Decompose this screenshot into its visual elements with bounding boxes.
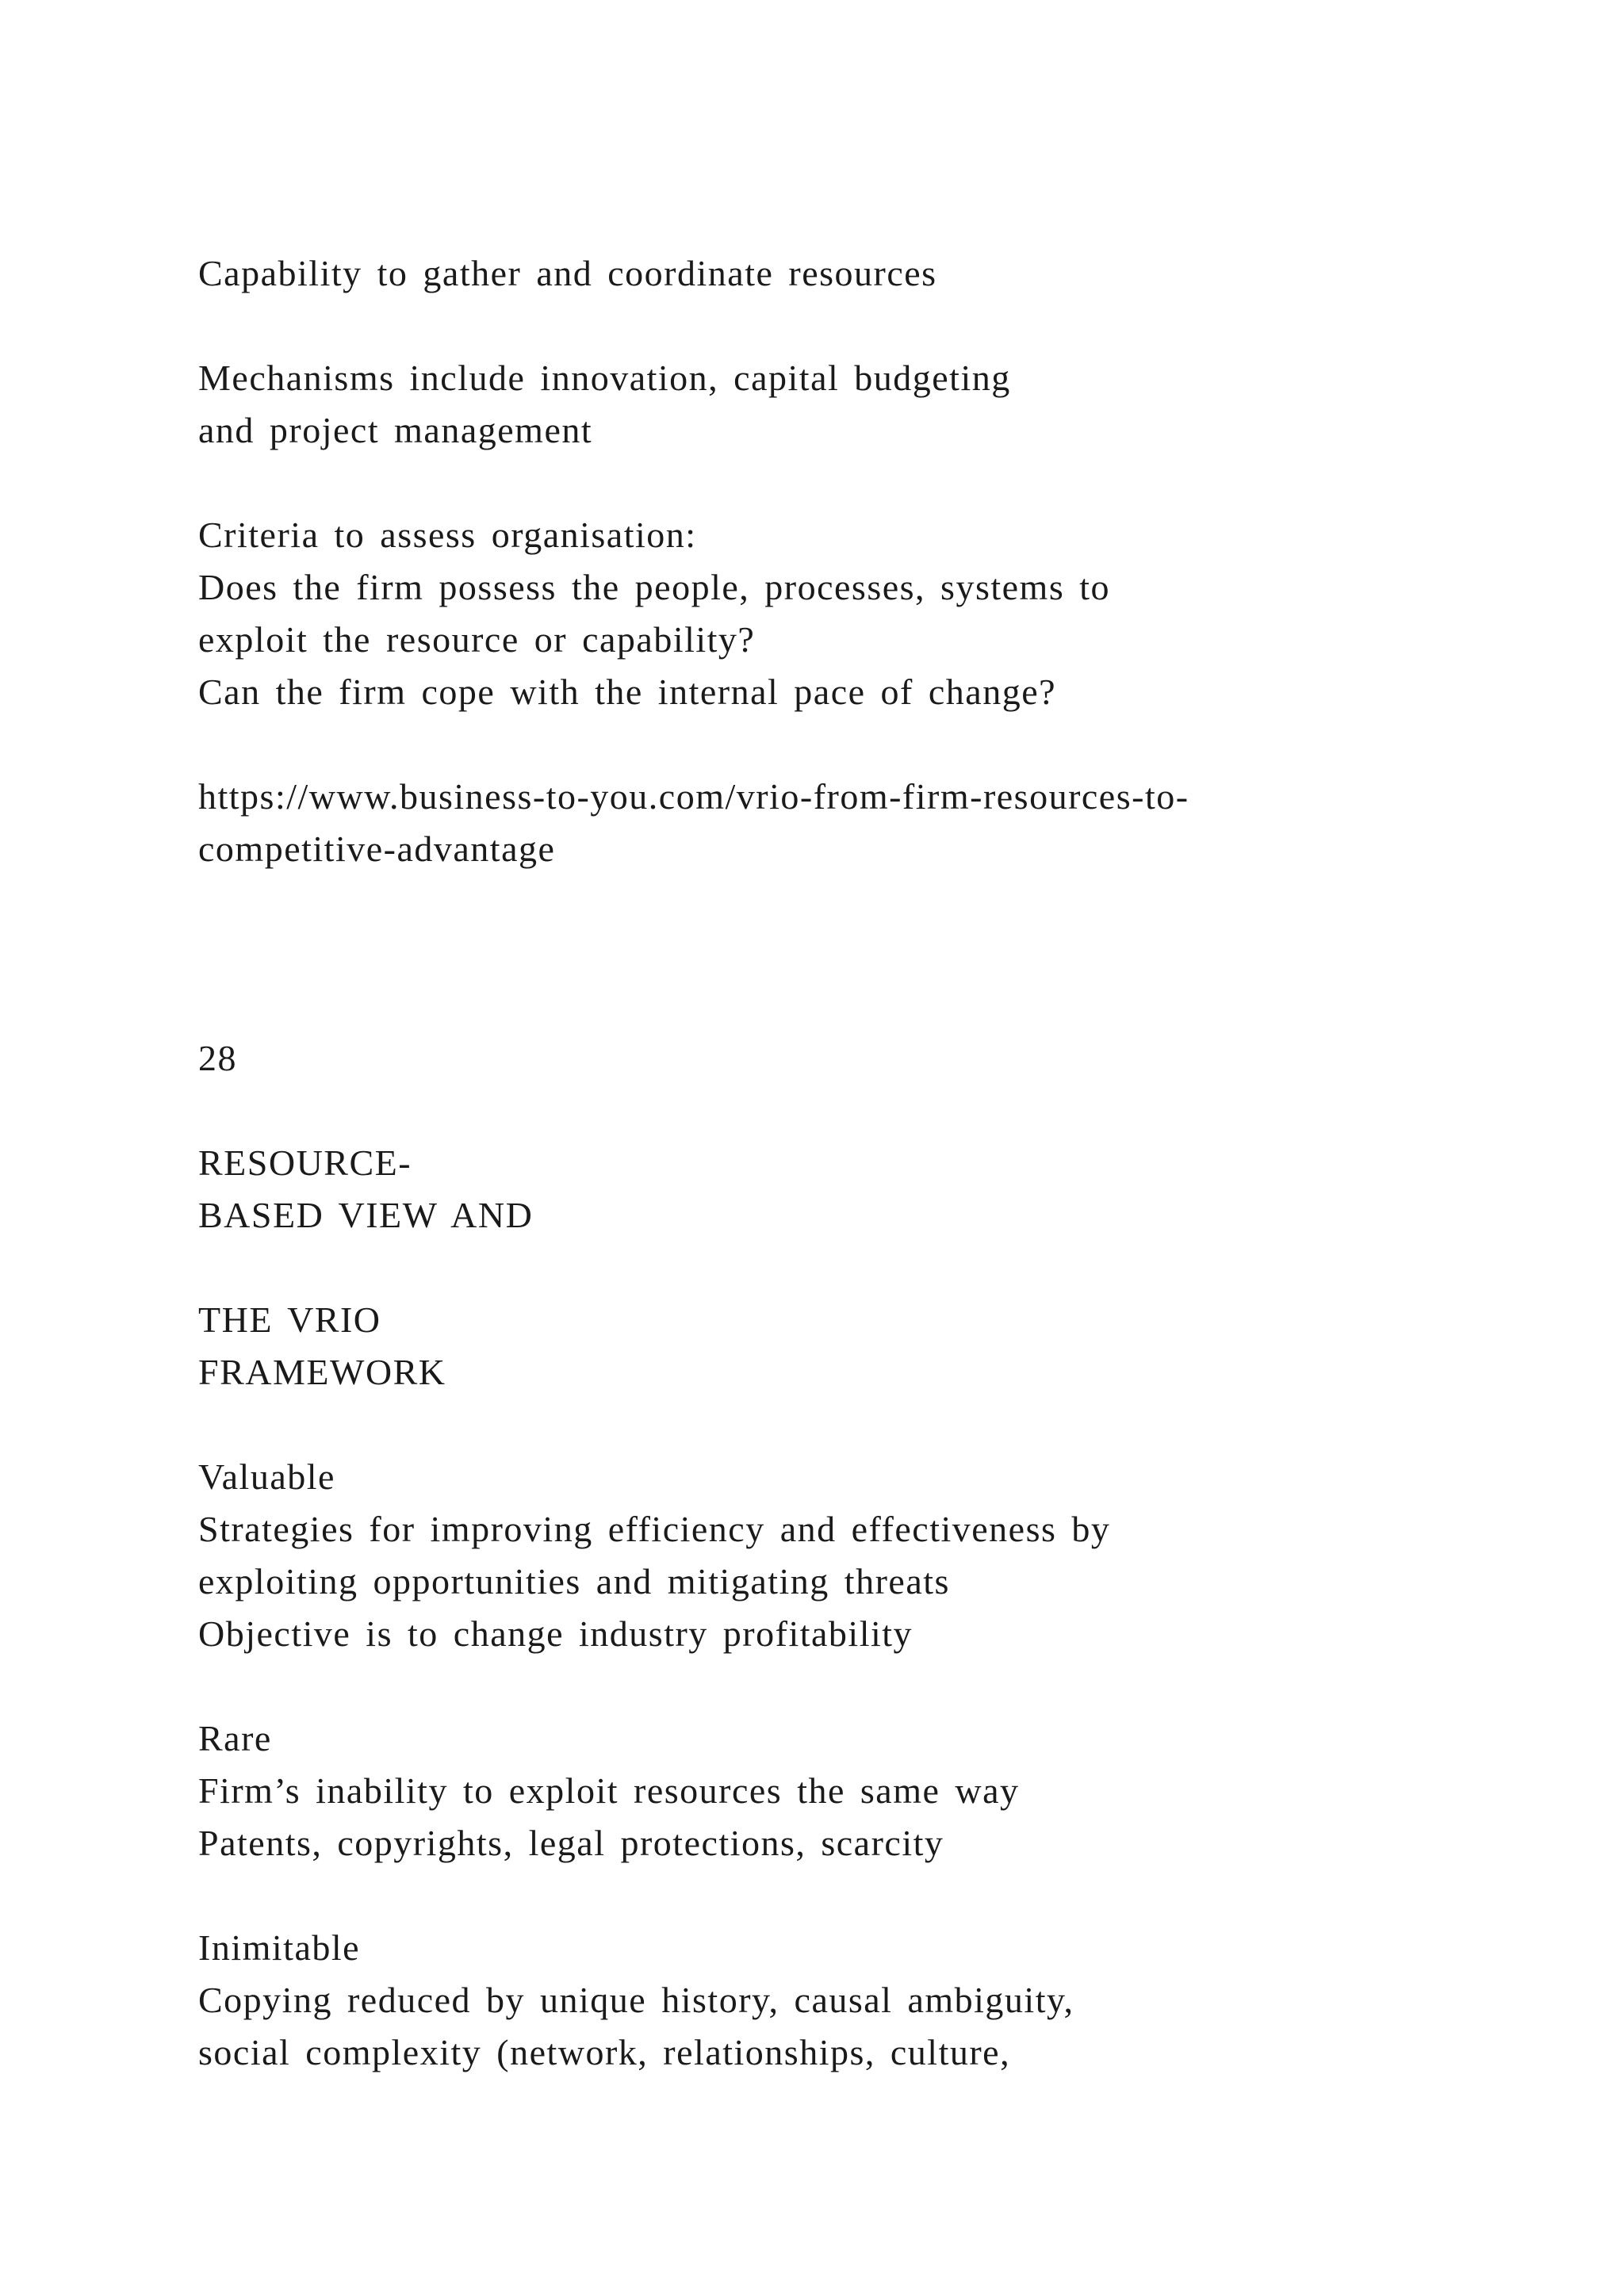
mechanisms-line-2: and project management — [198, 410, 593, 450]
heading-line-3: THE VRIO — [198, 1299, 381, 1340]
source-url-line-2: competitive-advantage — [198, 828, 556, 869]
inimitable-line-2: social complexity (network, relationships, culture, — [198, 2032, 1011, 2072]
criteria-heading: Criteria to assess organisation: — [198, 515, 697, 555]
rare-line-2: Patents, copyrights, legal protections, scarcity — [198, 1823, 944, 1863]
heading-line-2: BASED VIEW AND — [198, 1195, 534, 1235]
inimitable-title: Inimitable — [198, 1927, 361, 1968]
heading-line-1: RESOURCE- — [198, 1142, 412, 1183]
rare-title: Rare — [198, 1718, 272, 1758]
valuable-line-3: Objective is to change industry profitability — [198, 1613, 914, 1654]
rare-line-1: Firm’s inability to exploit resources the same way — [198, 1770, 1020, 1811]
source-url-line-1: https://www.business-to-you.com/vrio-from-firm-resources-to- — [198, 776, 1189, 817]
criteria-question-1: Does the firm possess the people, processes, systems to — [198, 567, 1111, 607]
page-number: 28 — [198, 1038, 237, 1078]
heading-line-4: FRAMEWORK — [198, 1352, 446, 1392]
capability-line: Capability to gather and coordinate resources — [198, 253, 937, 293]
criteria-question-1-cont: exploit the resource or capability? — [198, 619, 756, 660]
valuable-line-2: exploiting opportunities and mitigating threats — [198, 1561, 950, 1601]
mechanisms-line-1: Mechanisms include innovation, capital budgeting — [198, 358, 1011, 398]
valuable-line-1: Strategies for improving efficiency and effectiveness by — [198, 1509, 1111, 1549]
inimitable-line-1: Copying reduced by unique history, causal ambiguity, — [198, 1980, 1074, 2020]
criteria-question-2: Can the firm cope with the internal pace of change? — [198, 672, 1057, 712]
valuable-title: Valuable — [198, 1456, 335, 1497]
